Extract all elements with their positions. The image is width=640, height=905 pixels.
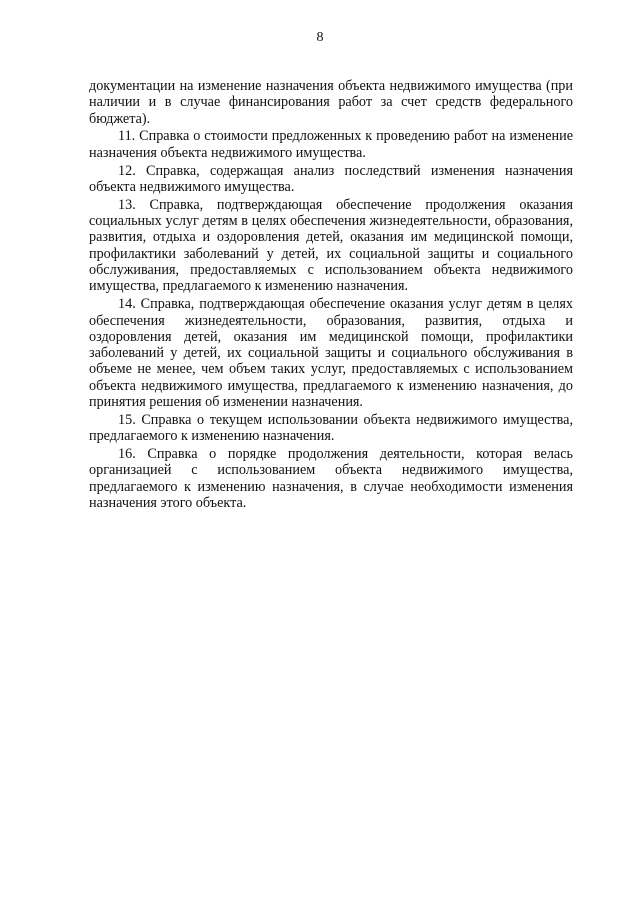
page-number: 8 xyxy=(316,30,324,45)
paragraph-item-16: 16. Справка о порядке продолжения деятельности, которая велась организацией с использованием объекта недвижимого имущества, предлагаемого к изменению назначения, в случае необходимости изменения назначения этого объекта. xyxy=(89,446,573,511)
paragraph-item-14: 14. Справка, подтверждающая обеспечение оказания услуг детям в целях обеспечения жизнедеятельности, образования, развития, отдыха и оздоровления детей, оказания им медицинской помощи, профилактики заболеваний у детей, их социальной защиты и социального обслуживания в объеме не менее, чем объем таких услуг, предоставляемых с использованием объекта недвижимого имущества, предлагаемого к изменению назначения, до принятия решения об изменении назначения. xyxy=(89,296,573,411)
paragraph-item-15: 15. Справка о текущем использовании объекта недвижимого имущества, предлагаемого к изменению назначения. xyxy=(89,411,573,445)
paragraph-item-12: 12. Справка, содержащая анализ последствий изменения назначения объекта недвижимого имущества. xyxy=(89,162,573,195)
paragraph-item-11: 11. Справка о стоимости предложенных к проведению работ на изменение назначения объекта недвижимого имущества. xyxy=(89,128,573,161)
paragraph-continuation: документации на изменение назначения объекта недвижимого имущества (при наличии и в случае финансирования работ за счет средств федерального бюджета). xyxy=(89,78,573,127)
document-body xyxy=(89,78,573,513)
paragraph-item-13: 13. Справка, подтверждающая обеспечение продолжения оказания социальных услуг детям в целях обеспечения жизнедеятельности, образования, развития, отдыха и оздоровления детей, оказания им медицинской помощи, профилактики заболеваний у детей, их социальной защиты и социального обслуживания, предоставляемых с использованием объекта недвижимого имущества, предлагаемого к изменению назначения. xyxy=(89,196,573,295)
